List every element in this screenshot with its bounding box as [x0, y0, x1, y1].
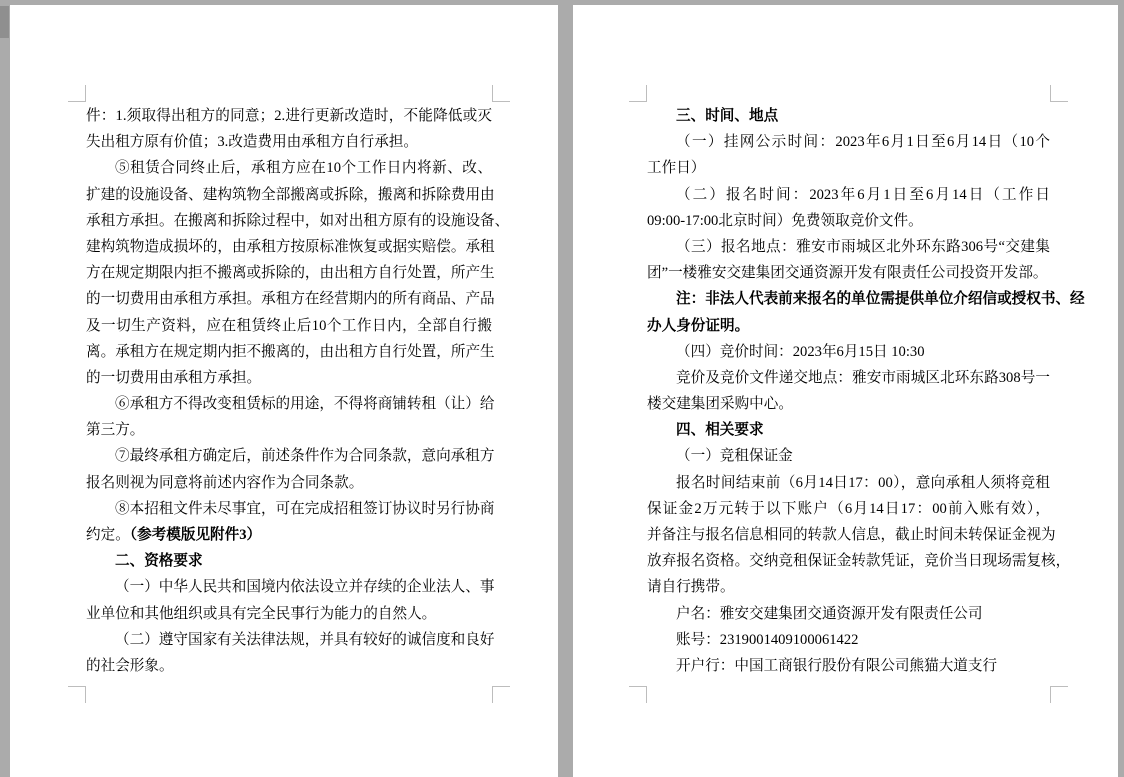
bold-text-run: 二、资格要求 — [115, 553, 203, 570]
page-1-text-column — [86, 103, 510, 679]
text-line[interactable] — [647, 129, 1050, 155]
text-run: 业单位和其他组织或具有完全民事行为能力的自然人。 — [86, 605, 437, 622]
margin-crop-mark-bottom-left — [629, 686, 647, 703]
left-edge-shadow — [0, 6, 9, 38]
text-run: 第三方。 — [86, 422, 145, 439]
text-line[interactable] — [647, 313, 1050, 339]
text-run: 扩建的设施设备、建构筑物全部搬离或拆除，搬离和拆除费用由 — [86, 186, 495, 203]
text-run: 约定。 — [86, 527, 130, 543]
text-run: 竞价及竞价文件递交地点：雅安市雨城区北环东路308号一 — [676, 369, 1050, 386]
text-line[interactable] — [647, 208, 1050, 234]
document-page-1[interactable] — [10, 5, 558, 777]
text-line[interactable] — [86, 470, 492, 496]
text-line[interactable] — [86, 339, 495, 365]
margin-crop-mark-bottom-right — [492, 686, 510, 703]
text-run: 及一切生产资料，应在租赁终止后10个工作日内，全部自行搬 — [86, 317, 492, 334]
text-run: 的一切费用由承租方承担。 — [86, 369, 262, 386]
text-run: ⑥承租方不得改变租赁标的用途，不得将商铺转租（让）给 — [115, 396, 495, 413]
text-run: 方在规定期限内拒不搬离或拆除的，由出租方自行处置，所产生 — [86, 265, 495, 282]
text-line[interactable] — [647, 522, 1056, 548]
text-run: 的社会形象。 — [86, 657, 174, 674]
bold-text-run: 注：非法人代表前来报名的单位需提供单位介绍信或授权书、经 — [676, 291, 1085, 308]
text-line[interactable] — [86, 260, 495, 286]
text-line[interactable] — [647, 653, 1050, 679]
text-line[interactable] — [86, 286, 495, 312]
text-run: ⑦最终承租方确定后，前述条件作为合同条款，意向承租方 — [115, 448, 495, 465]
bold-text-run: （参考模版见附件3） — [129, 527, 262, 543]
margin-crop-mark-top-right — [1050, 85, 1068, 102]
text-line[interactable] — [86, 653, 492, 679]
text-line[interactable] — [647, 627, 1050, 653]
text-line[interactable] — [647, 496, 1050, 522]
text-line[interactable] — [86, 574, 495, 600]
text-run: 承租方承担。在搬离和拆除过程中，如对出租方原有的设施设备、 — [86, 212, 510, 229]
text-run: 失出租方原有价值；3.改造费用由承租方自行承担。 — [86, 134, 419, 151]
text-line[interactable] — [86, 391, 495, 417]
text-run: 建构筑物造成损坏的，由承租方按原标准恢复或据实赔偿。承租 — [86, 238, 495, 255]
margin-crop-mark-top-left — [629, 85, 647, 102]
margin-crop-mark-bottom-left — [68, 686, 86, 703]
text-run: 件：1.须取得出租方的同意；2.进行更新改造时，不能降低或灭 — [86, 108, 492, 124]
text-run: 楼交建集团采购中心。 — [647, 396, 793, 413]
text-run: （一）中华人民共和国境内依法设立并存续的企业法人、事 — [115, 579, 495, 596]
text-line[interactable] — [647, 391, 1050, 417]
text-line[interactable] — [647, 548, 1071, 574]
text-line[interactable] — [647, 365, 1050, 391]
document-page-2[interactable] — [573, 5, 1118, 777]
bold-text-run: 四、相关要求 — [676, 422, 764, 439]
margin-crop-mark-top-right — [492, 85, 510, 102]
text-line[interactable] — [86, 522, 492, 548]
text-line[interactable] — [647, 234, 1050, 260]
text-line[interactable] — [647, 601, 1050, 627]
text-line[interactable] — [647, 286, 1085, 312]
text-line[interactable] — [86, 443, 495, 469]
text-run: 并备注与报名信息相同的转款人信息，截止时间未转保证金视为 — [647, 527, 1056, 543]
text-run: 放弃报名资格。交纳竞租保证金转款凭证，竞价当日现场需复核， — [647, 553, 1071, 570]
text-line[interactable] — [86, 365, 492, 391]
text-line[interactable] — [647, 443, 1050, 469]
text-run: 报名时间结束前（6月14日17：00），意向承租人须将竞租 — [676, 474, 1050, 491]
text-run: 请自行携带。 — [647, 579, 735, 596]
text-run: （四）竞价时间：2023年6月15日 10:30 — [676, 343, 925, 360]
text-run: （二）报名时间：2023年6月1日至6月14日（工作日 — [676, 186, 1050, 203]
text-run: 工作日） — [647, 160, 706, 177]
text-run: 账号：2319001409100061422 — [676, 631, 859, 648]
text-run: 报名则视为同意将前述内容作为合同条款。 — [86, 474, 364, 491]
text-line[interactable] — [647, 339, 1050, 365]
text-line[interactable] — [86, 155, 492, 181]
text-run: ⑧本招租文件未尽事宜，可在完成招租签订协议时另行协商 — [115, 500, 495, 517]
text-line[interactable] — [647, 182, 1050, 208]
text-line[interactable] — [647, 260, 1050, 286]
text-run: （一）竞租保证金 — [676, 448, 793, 465]
text-run: 开户行：中国工商银行股份有限公司熊猫大道支行 — [676, 657, 998, 674]
bold-text-run: 办人身份证明。 — [647, 317, 750, 334]
text-run: 09:00-17:00北京时间）免费领取竞价文件。 — [647, 212, 923, 229]
text-line[interactable] — [647, 103, 1050, 129]
text-line[interactable] — [86, 208, 510, 234]
margin-crop-mark-bottom-right — [1050, 686, 1068, 703]
text-run: （二）遵守国家有关法律法规，并具有较好的诚信度和良好 — [115, 631, 495, 648]
text-line[interactable] — [86, 601, 492, 627]
text-run: （三）报名地点：雅安市雨城区北外环东路306号“交建集 — [676, 238, 1050, 255]
text-run: 保证金2万元转于以下账户（6月14日17：00前入账有效）， — [647, 500, 1050, 517]
text-line[interactable] — [86, 182, 495, 208]
text-line[interactable] — [647, 417, 1050, 443]
text-line[interactable] — [86, 103, 492, 129]
page-2-text-column — [647, 103, 1085, 679]
text-line[interactable] — [647, 470, 1050, 496]
text-run: 的一切费用由承租方承担。承租方在经营期内的所有商品、产品 — [86, 291, 495, 308]
text-run: 团”一楼雅安交建集团交通资源开发有限责任公司投资开发部。 — [647, 265, 1048, 282]
text-line[interactable] — [86, 627, 495, 653]
text-line[interactable] — [647, 155, 1050, 181]
text-line[interactable] — [86, 313, 492, 339]
text-line[interactable] — [647, 574, 1050, 600]
text-run: （一）挂网公示时间：2023年6月1日至6月14日（10个 — [676, 134, 1050, 151]
text-line[interactable] — [86, 548, 492, 574]
text-line[interactable] — [86, 496, 495, 522]
text-run: 户名：雅安交建集团交通资源开发有限责任公司 — [676, 605, 983, 622]
bold-text-run: 三、时间、地点 — [676, 108, 779, 124]
text-line[interactable] — [86, 129, 492, 155]
text-run: ⑤租赁合同终止后，承租方应在10个工作日内将新、改、 — [115, 160, 492, 177]
text-line[interactable] — [86, 234, 495, 260]
margin-crop-mark-top-left — [68, 85, 86, 102]
text-run: 离。承租方在规定期内拒不搬离的，由出租方自行处置，所产生 — [86, 343, 495, 360]
text-line[interactable] — [86, 417, 492, 443]
